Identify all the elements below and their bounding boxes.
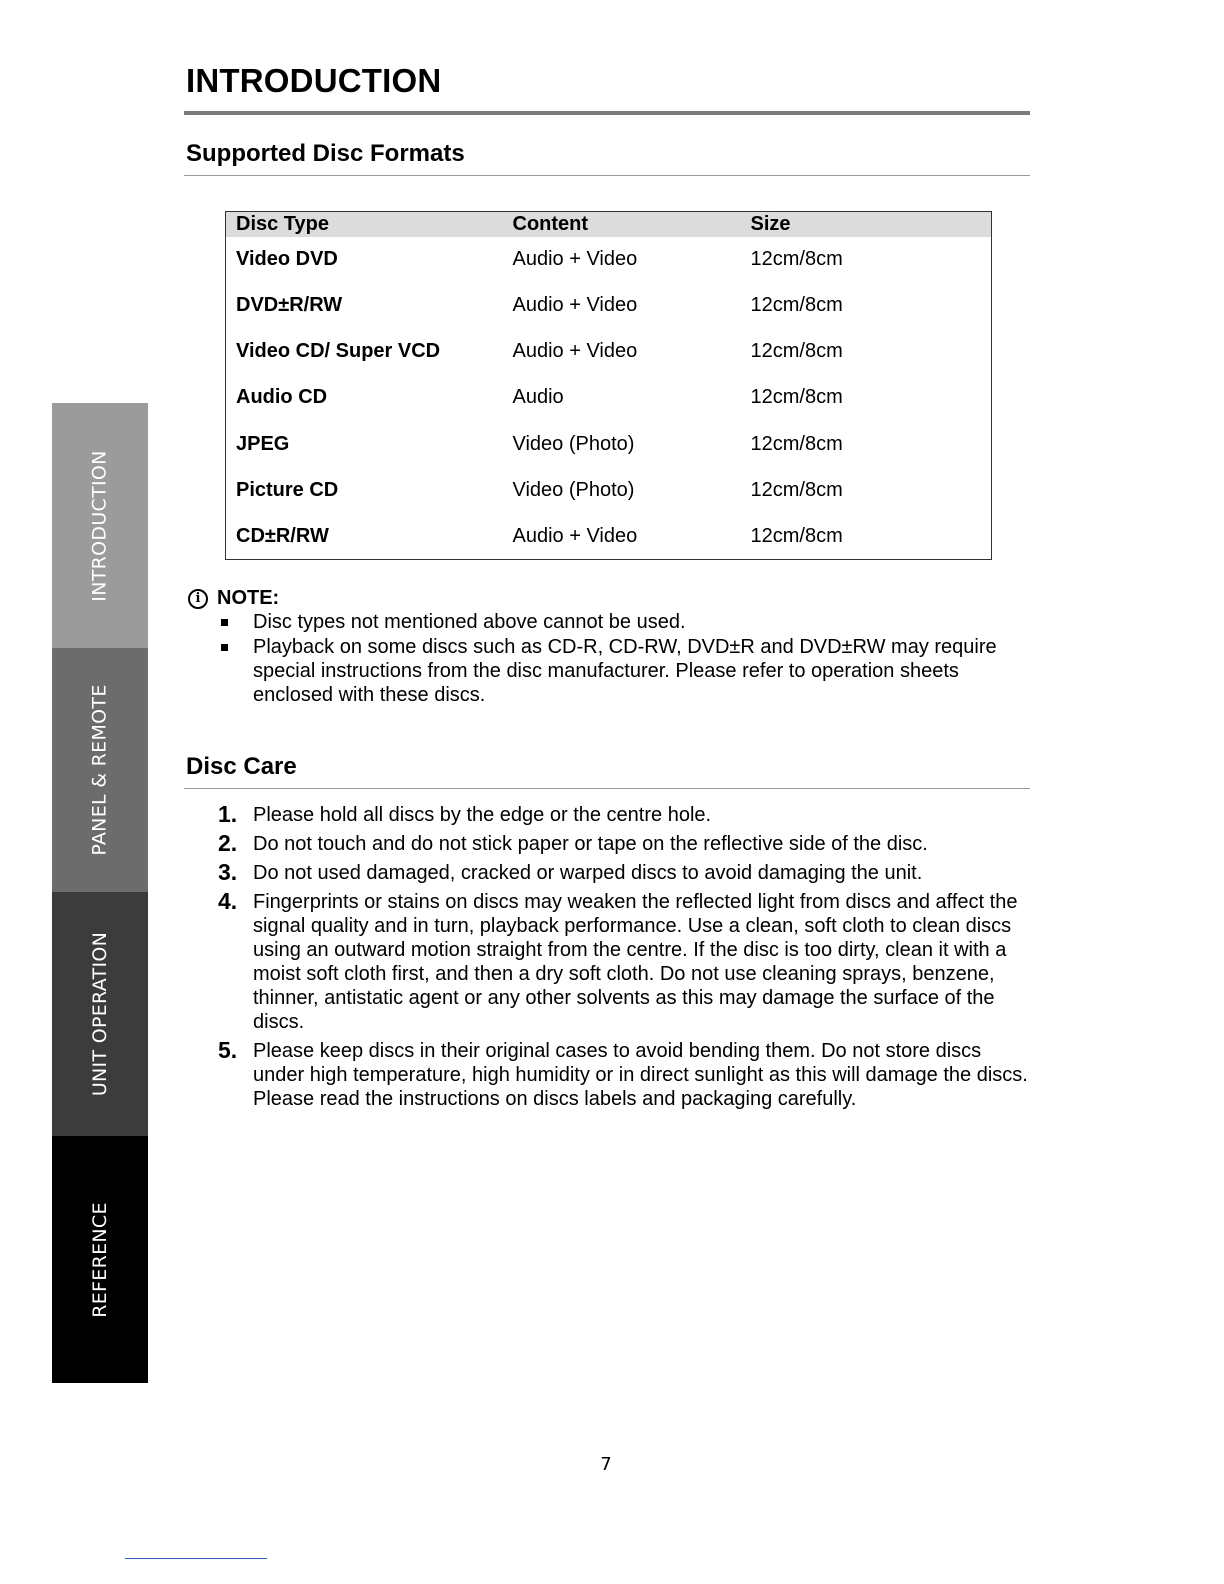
side-tab-label: REFERENCE (89, 1201, 111, 1318)
note-list (218, 610, 1028, 708)
cell-content: Audio (512, 386, 564, 409)
cell-disc-type: Audio CD (236, 386, 328, 409)
item-number: 2. (218, 830, 238, 856)
cell-size: 12cm/8cm (750, 524, 843, 547)
cell-size: 12cm/8cm (750, 432, 843, 455)
section-rule (184, 788, 1030, 789)
note-heading (188, 587, 279, 610)
cell-size: 12cm/8cm (750, 478, 843, 501)
item-number: 4. (218, 888, 238, 914)
note-label: NOTE: (217, 587, 280, 609)
list-item (218, 861, 1028, 885)
disc-formats-table (225, 211, 992, 560)
page-title: INTRODUCTION (186, 62, 442, 99)
cell-content: Video (Photo) (512, 478, 635, 501)
note-text: Playback on some discs such as CD-R, CD-RW, DVD±R and DVD±RW may require special instructions from the disc manufacturer. Please refer to operation sheets enclosed with these discs. (253, 636, 997, 706)
item-text: Please keep discs in their original cases to avoid bending them. Do not store discs under high temperature, high humidity or in direct sunlight as this will damage the discs. Please read the instructions on discs labels and packaging carefully. (253, 1040, 1028, 1110)
item-number: 5. (218, 1037, 238, 1063)
side-tab-reference[interactable] (52, 1136, 148, 1383)
header-disc-type: Disc Type (226, 212, 503, 237)
list-item (218, 610, 1028, 634)
bullet-icon (221, 619, 228, 626)
side-tab-panel-remote[interactable] (52, 648, 148, 892)
cell-size: 12cm/8cm (750, 248, 843, 271)
table-row (226, 375, 992, 421)
item-text: Do not touch and do not stick paper or tape on the reflective side of the disc. (253, 833, 928, 855)
cell-size: 12cm/8cm (750, 386, 843, 409)
header-content: Content (503, 212, 741, 237)
item-number: 3. (218, 859, 238, 885)
list-item (218, 635, 1028, 707)
cell-size: 12cm/8cm (750, 340, 843, 363)
table-row (226, 329, 992, 375)
title-rule (184, 111, 1030, 115)
side-tab-label: UNIT OPERATION (89, 931, 112, 1097)
cell-disc-type: Video CD/ Super VCD (236, 340, 441, 363)
item-text: Fingerprints or stains on discs may weaken the reflected light from discs and affect the signal quality and in turn, playback performance. Use a clean, soft cloth to clean discs using an outward motion straight from the centre. If the disc is too dirty, clean it with a moist soft cloth first, and then a dry soft cloth. Do not use cleaning sprays, benzene, thinner, antistatic agent or any other solvents as this may damage the surface of the discs. (253, 891, 1018, 1033)
item-number: 1. (218, 801, 238, 827)
cell-disc-type: CD±R/RW (236, 524, 329, 547)
side-tab-unit-operation[interactable] (52, 892, 148, 1136)
table-row (226, 421, 992, 467)
footnote-rule (125, 1558, 267, 1559)
cell-disc-type: JPEG (236, 432, 290, 455)
cell-content: Video (Photo) (512, 432, 635, 455)
side-tab-label: PANEL & REMOTE (89, 684, 111, 856)
cell-content: Audio + Video (512, 248, 638, 271)
table-header-row (226, 212, 992, 237)
list-item (218, 803, 1028, 827)
info-icon: i (188, 589, 208, 609)
side-tab-label: INTRODUCTION (89, 449, 111, 602)
header-size: Size (741, 212, 992, 237)
table-row (226, 467, 992, 513)
table-row (226, 283, 992, 329)
cell-disc-type: DVD±R/RW (236, 294, 343, 317)
cell-content: Audio + Video (512, 294, 638, 317)
list-item (218, 1039, 1028, 1111)
side-tab-introduction[interactable] (52, 403, 148, 648)
disc-care-list (218, 803, 1028, 1116)
section-rule (184, 175, 1030, 176)
cell-size: 12cm/8cm (750, 294, 843, 317)
section-title-disc-care: Disc Care (186, 753, 297, 780)
cell-content: Audio + Video (512, 340, 638, 363)
item-text: Please hold all discs by the edge or the centre hole. (253, 804, 712, 826)
cell-disc-type: Picture CD (236, 478, 339, 501)
section-title-formats: Supported Disc Formats (186, 140, 465, 167)
table-row (226, 237, 992, 283)
page-number: 7 (600, 1454, 612, 1475)
cell-content: Audio + Video (512, 524, 638, 547)
note-text: Disc types not mentioned above cannot be used. (253, 611, 686, 633)
item-text: Do not used damaged, cracked or warped discs to avoid damaging the unit. (253, 862, 923, 884)
table-row (226, 513, 992, 559)
bullet-icon (221, 644, 228, 651)
list-item (218, 832, 1028, 856)
cell-disc-type: Video DVD (236, 248, 338, 271)
list-item (218, 890, 1028, 1034)
